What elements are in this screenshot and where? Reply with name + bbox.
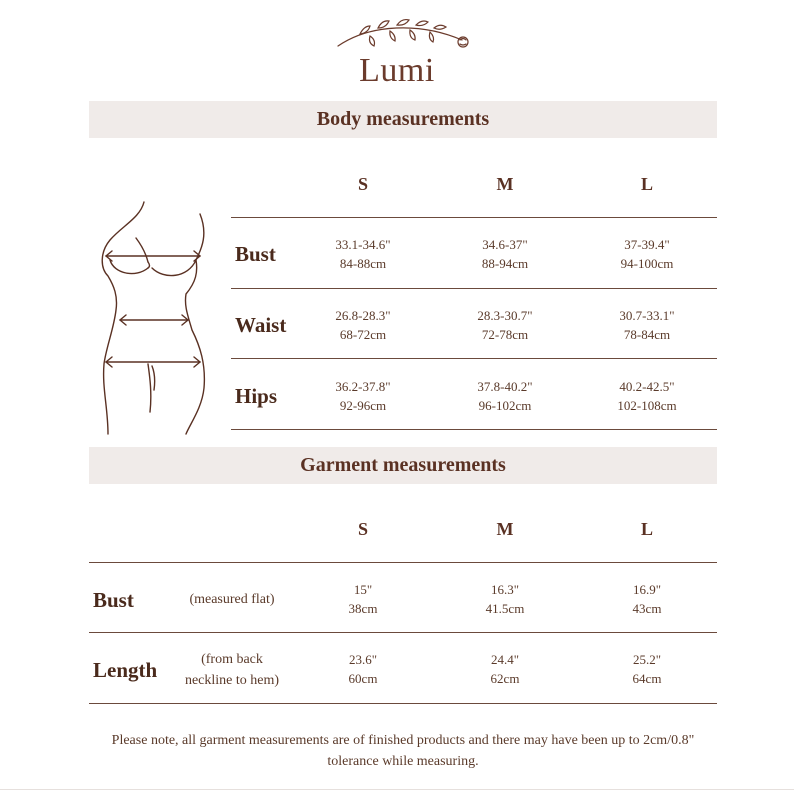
table-cell: 30.7-33.1" 78-84cm [619, 308, 675, 342]
row-label-length: Length [93, 658, 158, 682]
row-note: (measured flat) [189, 592, 275, 607]
table-cell: 33.1-34.6" 84-88cm [335, 237, 391, 271]
table-divider [89, 632, 717, 633]
table-cell: 28.3-30.7" 72-78cm [477, 308, 533, 342]
row-note: (from back neckline to hem) [184, 652, 280, 688]
size-header-s: S [357, 519, 368, 539]
size-header-m: M [496, 519, 514, 539]
garment-section-header [89, 447, 717, 484]
size-header-l: L [640, 174, 653, 194]
body-silhouette-illustration [96, 198, 212, 438]
table-divider [231, 288, 717, 289]
size-header-l: L [640, 519, 653, 539]
table-cell: 25.2" 64cm [632, 652, 662, 686]
table-cell: 37.8-40.2" 96-102cm [477, 379, 533, 413]
footnote: Please note, all garment measurements are of finished products and there may have been up to 2cm/0.8" tolerance while measuring. [111, 733, 695, 769]
table-divider [231, 429, 717, 430]
table-cell: 23.6" 60cm [348, 652, 378, 686]
table-divider [89, 562, 717, 563]
table-cell: 16.3" 41.5cm [485, 582, 525, 616]
row-label-bust: Bust [235, 242, 276, 266]
table-cell: 15" 38cm [348, 582, 378, 616]
table-cell: 40.2-42.5" 102-108cm [617, 379, 677, 413]
row-label-hips: Hips [235, 384, 278, 408]
body-section-header [89, 101, 717, 138]
table-cell: 16.9" 43cm [632, 582, 662, 616]
table-cell: 34.6-37" 88-94cm [481, 237, 529, 271]
table-cell: 26.8-28.3" 68-72cm [335, 308, 391, 342]
table-cell: 24.4" 62cm [490, 652, 520, 686]
size-header-m: M [496, 174, 514, 194]
table-cell: 36.2-37.8" 92-96cm [335, 379, 391, 413]
row-label-bust: Bust [93, 588, 134, 612]
table-cell: 37-39.4" 94-100cm [620, 237, 674, 271]
row-label-waist: Waist [235, 313, 287, 337]
floral-sprig-icon [330, 14, 480, 56]
bottom-divider [0, 789, 794, 790]
body-section-title: Body measurements [316, 108, 490, 130]
table-divider [89, 703, 717, 704]
size-header-s: S [357, 174, 368, 194]
table-divider [231, 217, 717, 218]
table-divider [231, 358, 717, 359]
brand-name: Lumi [359, 52, 435, 89]
garment-section-title: Garment measurements [300, 454, 506, 476]
